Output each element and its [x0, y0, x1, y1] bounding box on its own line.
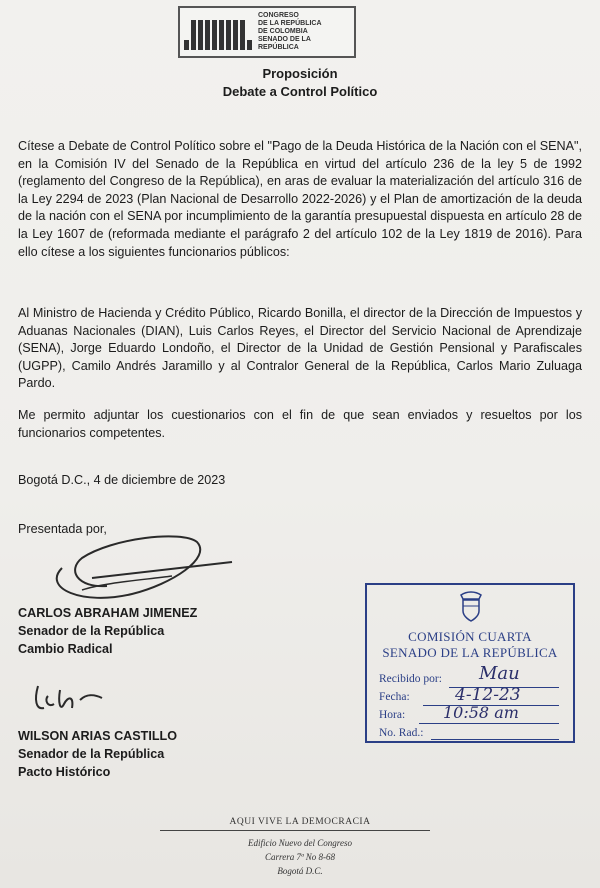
stamp-time-value: 10:58 am — [443, 703, 519, 722]
stamp-time-line — [419, 723, 559, 724]
signer2-party: Pacto Histórico — [18, 765, 111, 779]
stamp-commission: COMISIÓN CUARTA — [408, 629, 532, 644]
signer1-role: Senador de la República — [18, 624, 165, 638]
signer1-block — [18, 604, 197, 658]
signer2-role: Senador de la República — [18, 747, 165, 761]
signer2-block — [18, 727, 177, 781]
footer-address-building: Edificio Nuevo del Congreso — [248, 838, 352, 848]
logo-columns-icon — [184, 14, 252, 50]
signer2-name: WILSON ARIAS CASTILLO — [18, 729, 178, 743]
footer-address-street: Carrera 7ª No 8-68 — [265, 852, 335, 862]
stamp-received-label: Recibido por: — [379, 673, 442, 685]
reception-stamp — [365, 583, 575, 743]
signer1-party: Cambio Radical — [18, 642, 113, 656]
page-title: Proposición — [262, 66, 338, 81]
page-subtitle: Debate a Control Político — [222, 84, 378, 99]
paragraph-officials: Al Ministro de Hacienda y Crédito Público, Ricardo Bonilla, el director de la Dirección de Impuestos y Aduanas Nacionales (DIAN), Luis Carlos Reyes, el Director del Servicio Nacional de Aprendizaje (SENA), Jorge Eduardo Londoño, el Director de la Unidad de Gestión Pensional y Parafiscales (UGPP), Camilo Andrés Jaramillo y al Contralor General de la República, Carlos Mario Zuluaga Pardo. — [18, 306, 582, 391]
signature-arias — [30, 680, 110, 720]
stamp-senate: SENADO DE LA REPÚBLICA — [382, 645, 558, 660]
signature-jimenez — [22, 528, 242, 608]
footer-slogan: AQUI VIVE LA DEMOCRACIA — [229, 817, 371, 827]
footer-address-city: Bogotá D.C. — [277, 866, 323, 876]
paragraph-questionnaires: Me permito adjuntar los cuestionarios con el fin de que sean enviados y resueltos por los funcionarios competentes. — [18, 408, 582, 440]
presented-by: Presentada por, — [18, 522, 107, 536]
coat-of-arms-icon — [457, 591, 485, 623]
stamp-received-value: Mau — [479, 663, 520, 684]
paragraph-citation: Cítese a Debate de Control Político sobre el "Pago de la Deuda Histórica de la Nación con el SENA", en la Comisión IV del Senado de la República en virtud del artículo 236 de la ley 5 de 1992 (reglamento del Congreso de la República), en aras de evaluar la materialización del artículo 316 de la Ley 2294 de 2023 (Plan Nacional de Desarrollo 2022-2026) y el Plan de amortización de la deuda de la nación con el SENA por incumplimiento de la garantía presupuestal dispuesta en artículo 28 de la Ley 1607 de (reformada mediante el parágrafo 2 del artículo 102 de la Ley 1819 de 2016). Para ello cítese a los siguientes funcionarios públicos: — [18, 139, 582, 259]
stamp-time-label: Hora: — [379, 709, 406, 721]
footer-divider — [160, 830, 430, 831]
date-line: Bogotá D.C., 4 de diciembre de 2023 — [18, 473, 226, 487]
stamp-date-label: Fecha: — [379, 691, 410, 703]
stamp-rad-label: No. Rad.: — [379, 727, 424, 739]
stamp-date-value: 4-12-23 — [455, 685, 521, 705]
senate-logo — [178, 6, 356, 58]
logo-text: CONGRESO DE LA REPÚBLICA DE COLOMBIA SENADO DE LA REPÚBLICA — [258, 12, 322, 51]
stamp-rad-line — [431, 739, 559, 740]
signer1-name: CARLOS ABRAHAM JIMENEZ — [18, 606, 198, 620]
